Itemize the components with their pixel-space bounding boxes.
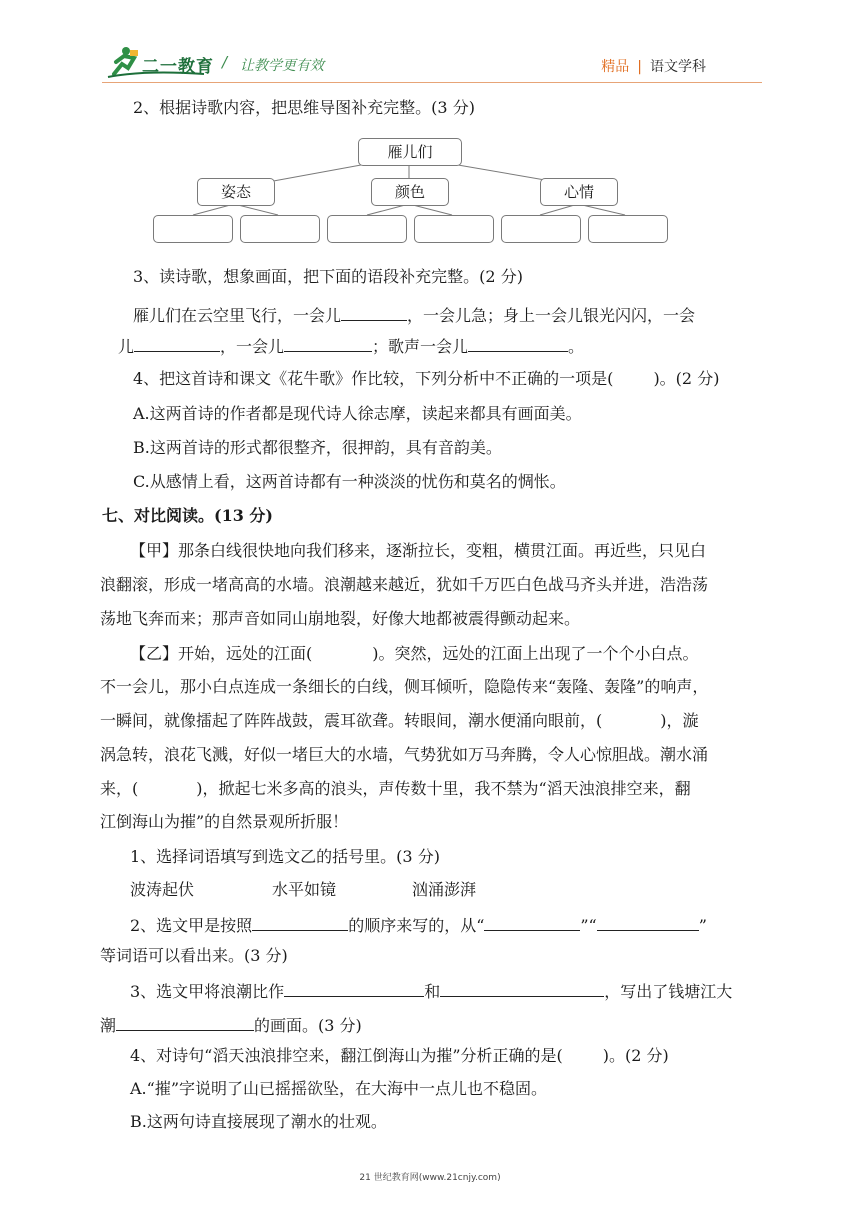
mindmap-blank[interactable] xyxy=(414,215,494,243)
text-fragment: 和 xyxy=(424,982,441,1001)
text-fragment: ” xyxy=(698,916,707,935)
answer-blank[interactable] xyxy=(484,912,580,931)
passage-yi-line xyxy=(130,643,699,665)
answer-blank[interactable] xyxy=(468,333,568,352)
passage-yi-line xyxy=(100,778,691,800)
passage-jia-line: 【甲】那条白线很快地向我们移来，逐渐拉长，变粗，横贯江面。再近些，只见白 xyxy=(130,541,707,560)
text-fragment: 2、选文甲是按照 xyxy=(130,916,253,935)
mindmap-blank[interactable] xyxy=(501,215,581,243)
answer-blank[interactable] xyxy=(597,912,699,931)
passage-jia-line: 荡地飞奔而来；那声音如同山崩地裂，好像大地都被震得颤动起来。 xyxy=(100,609,581,628)
mindmap-blank[interactable] xyxy=(588,215,668,243)
q6-4-option-a: A.这两首诗的作者都是现代诗人徐志摩，读起来都具有画面美。 xyxy=(133,404,582,423)
word-choice: 波涛起伏 xyxy=(130,880,195,899)
text-fragment: 雁儿们在云空里飞行，一会儿 xyxy=(133,306,342,325)
divider-slash: / xyxy=(222,53,228,71)
passage-yi-line xyxy=(100,710,699,732)
q6-3-line1 xyxy=(133,302,695,327)
q6-4-option-c: C.从感情上看，这两首诗都有一种淡淡的忧伤和莫名的惆怅。 xyxy=(133,472,566,491)
q6-3-line2 xyxy=(118,333,584,358)
text-fragment: ，一会儿 xyxy=(220,337,285,356)
tag-separator: | xyxy=(637,59,642,75)
word-choice: 水平如镜 xyxy=(272,880,337,899)
text-fragment: )。突然，远处的江面上出现了一个个小白点。 xyxy=(372,644,699,663)
passage-jia-line: 浪翻滚，形成一堵高高的水墙。浪潮越来越近，犹如千万匹白色战马齐头并进，浩浩荡 xyxy=(100,575,709,594)
mindmap-root: 雁儿们 xyxy=(358,138,462,166)
mindmap-blank[interactable] xyxy=(153,215,233,243)
text-fragment: 【乙】开始，远处的江面( xyxy=(130,644,313,663)
section7-title: 七、对比阅读。(13 分) xyxy=(102,506,273,525)
text-fragment: 4、把这首诗和课文《花牛歌》作比较，下列分析中不正确的一项是( xyxy=(133,369,614,388)
tag-subject: 语文学科 xyxy=(650,59,706,75)
text-fragment: 来，( xyxy=(100,779,139,798)
q6-3-prompt: 3、读诗歌，想象画面，把下面的语段补充完整。(2 分) xyxy=(133,267,523,286)
text-fragment: )，掀起七米多高的浪头，声传数十里，我不禁为“滔天浊浪排空来，翻 xyxy=(196,779,691,798)
mindmap-node-posture: 姿态 xyxy=(197,178,275,206)
mindmap-node-mood: 心情 xyxy=(540,178,618,206)
q7-3-prompt xyxy=(130,978,732,1003)
tag-premium: 精品 xyxy=(601,59,630,75)
text-fragment: 3、选文甲将浪潮比作 xyxy=(130,982,285,1001)
text-fragment: ”“ xyxy=(580,916,597,935)
word-choice: 汹涌澎湃 xyxy=(412,880,477,899)
q7-4-option-a: A.“摧”字说明了山已摇摇欲坠，在大海中一点儿也不稳固。 xyxy=(130,1079,548,1098)
q6-2-prompt: 2、根据诗歌内容，把思维导图补充完整。(3 分) xyxy=(133,98,475,117)
text-fragment: 儿 xyxy=(118,337,135,356)
q7-2-prompt xyxy=(130,912,707,937)
q7-4-prompt xyxy=(130,1045,669,1067)
answer-blank[interactable] xyxy=(284,978,424,997)
answer-blank[interactable] xyxy=(252,912,348,931)
text-fragment: 的画面。(3 分) xyxy=(254,1016,362,1035)
mindmap-blank[interactable] xyxy=(240,215,320,243)
answer-blank[interactable] xyxy=(116,1012,254,1031)
answer-blank[interactable] xyxy=(134,333,220,352)
text-fragment: ，一会儿急；身上一会儿银光闪闪，一会 xyxy=(407,306,696,325)
page-footer: 21 世纪教育网(www.21cnjy.com) xyxy=(359,1173,501,1183)
q7-3-cont xyxy=(100,1012,362,1037)
mindmap-blank[interactable] xyxy=(327,215,407,243)
q6-4-option-b: B.这两首诗的形式都很整齐，很押韵，具有音韵美。 xyxy=(133,438,502,457)
brand-slogan: 让教学更有效 xyxy=(240,58,324,74)
text-fragment: 的顺序来写的，从“ xyxy=(348,916,485,935)
text-fragment: 4、对诗句“滔天浊浪排空来，翻江倒海山为摧”分析正确的是( xyxy=(130,1046,563,1065)
text-fragment: ；歌声一会儿 xyxy=(372,337,469,356)
answer-blank[interactable] xyxy=(440,978,604,997)
text-fragment: 潮 xyxy=(100,1016,117,1035)
text-fragment: 。 xyxy=(568,337,585,356)
mindmap-node-color: 颜色 xyxy=(371,178,449,206)
passage-yi-line: 不一会儿，那小白点连成一条细长的白线，侧耳倾听，隐隐传来“轰隆、轰隆”的响声， xyxy=(100,677,709,696)
text-fragment: 一瞬间，就像擂起了阵阵战鼓，震耳欲聋。转眼间，潮水便涌向眼前，( xyxy=(100,711,603,730)
passage-yi-line: 涡急转，浪花飞溅，好似一堵巨大的水墙，气势犹如万马奔腾，令人心惊胆战。潮水涌 xyxy=(100,745,709,764)
q7-4-option-b: B.这两句诗直接展现了潮水的壮观。 xyxy=(130,1112,387,1131)
text-fragment: )，漩 xyxy=(660,711,699,730)
q7-2-cont: 等词语可以看出来。(3 分) xyxy=(100,946,288,965)
passage-yi-line: 江倒海山为摧”的自然景观所折服！ xyxy=(100,812,349,831)
q6-4-prompt xyxy=(133,368,719,390)
brand-name: 二一教育 xyxy=(142,57,214,77)
text-fragment: )。(2 分) xyxy=(602,1046,669,1065)
answer-blank[interactable] xyxy=(284,333,372,352)
q7-1-prompt: 1、选择词语填写到选文乙的括号里。(3 分) xyxy=(130,847,440,866)
text-fragment: ，写出了钱塘江大 xyxy=(604,982,733,1001)
answer-blank[interactable] xyxy=(341,302,407,321)
text-fragment: )。(2 分) xyxy=(653,369,720,388)
